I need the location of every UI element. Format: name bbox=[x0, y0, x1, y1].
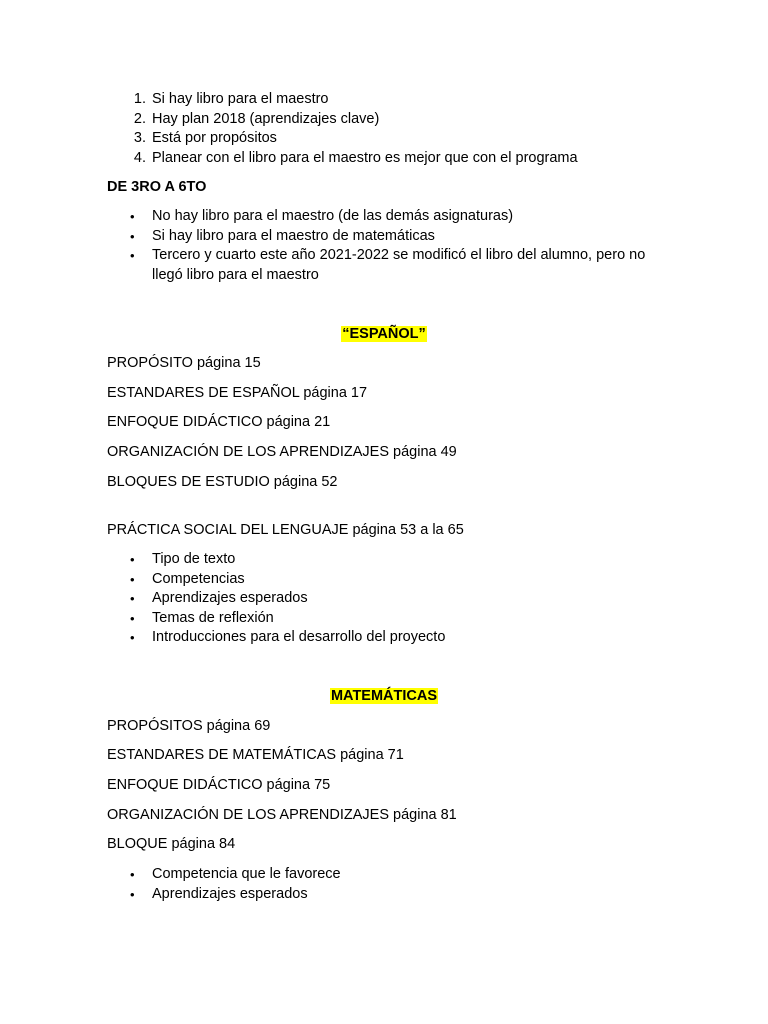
list-item bbox=[107, 149, 667, 169]
list-item-text: Si hay libro para el maestro de matemáticas bbox=[152, 227, 435, 244]
matematicas-line: ESTANDARES DE MATEMÁTICAS página 71 bbox=[107, 747, 404, 763]
list-item bbox=[107, 609, 667, 629]
espanol-line: ESTANDARES DE ESPAÑOL página 17 bbox=[107, 385, 368, 401]
matematicas-line: PROPÓSITOS página 69 bbox=[107, 718, 271, 734]
list-item bbox=[107, 207, 667, 227]
practica-social-line: PRÁCTICA SOCIAL DEL LENGUAJE página 53 a la 65 bbox=[107, 522, 464, 538]
bullet-icon: • bbox=[130, 552, 135, 567]
list-number: 2. bbox=[133, 110, 146, 127]
list-item bbox=[107, 865, 667, 885]
list-item bbox=[107, 129, 667, 149]
list-item-text: Aprendizajes esperados bbox=[152, 590, 308, 606]
matematicas-line: BLOQUE página 84 bbox=[107, 836, 236, 852]
list-item-text: No hay libro para el maestro (de las demás asignaturas) bbox=[152, 208, 514, 224]
bullet-icon: • bbox=[130, 248, 135, 263]
list-item bbox=[107, 246, 667, 285]
bullet-icon: • bbox=[130, 630, 135, 645]
list-item bbox=[107, 885, 667, 905]
list-item-text: Tipo de texto bbox=[152, 551, 236, 567]
list-item bbox=[107, 628, 667, 648]
list-item-text: Tercero y cuarto este año 2021-2022 se modificó el libro del alumno, pero no llegó libro para el maestro bbox=[152, 247, 646, 283]
list-number: 3. bbox=[133, 130, 146, 146]
espanol-line: PROPÓSITO página 15 bbox=[107, 355, 261, 371]
list-item-text: Competencias bbox=[152, 570, 245, 587]
list-number: 1. bbox=[133, 91, 146, 107]
bullet-icon: • bbox=[130, 886, 135, 902]
section-title-espanol bbox=[0, 325, 768, 345]
section-title-matematicas bbox=[0, 687, 768, 707]
list-item-text: Aprendizajes esperados bbox=[152, 885, 308, 902]
bullet-icon: • bbox=[130, 209, 135, 224]
bloque-bullet-list bbox=[107, 865, 667, 904]
list-item-text: Está por propósitos bbox=[152, 130, 277, 146]
list-item bbox=[107, 110, 667, 130]
espanol-line: BLOQUES DE ESTUDIO página 52 bbox=[107, 474, 338, 490]
list-item-text: Competencia que le favorece bbox=[152, 866, 341, 882]
list-item-text: Temas de reflexión bbox=[152, 609, 274, 626]
list-item bbox=[107, 589, 667, 609]
bullet-icon: • bbox=[130, 610, 135, 626]
matematicas-line: ORGANIZACIÓN DE LOS APRENDIZAJES página 81 bbox=[107, 807, 457, 823]
grades-heading: DE 3RO A 6TO bbox=[107, 179, 207, 195]
list-item-text: Introducciones para el desarrollo del proyecto bbox=[152, 629, 446, 645]
highlighted-title: “ESPAÑOL” bbox=[342, 326, 426, 342]
list-item-text: Hay plan 2018 (aprendizajes clave) bbox=[152, 110, 380, 127]
espanol-line: ORGANIZACIÓN DE LOS APRENDIZAJES página 49 bbox=[107, 444, 457, 460]
espanol-line: ENFOQUE DIDÁCTICO página 21 bbox=[107, 414, 331, 430]
list-item bbox=[107, 227, 667, 247]
bullet-icon: • bbox=[130, 591, 135, 606]
grades-bullet-list bbox=[107, 207, 667, 285]
highlighted-title: MATEMÁTICAS bbox=[330, 688, 438, 704]
intro-numbered-list bbox=[107, 90, 667, 168]
list-item bbox=[107, 90, 667, 110]
list-number: 4. bbox=[133, 149, 146, 166]
bullet-icon: • bbox=[130, 867, 135, 882]
matematicas-line: ENFOQUE DIDÁCTICO página 75 bbox=[107, 777, 331, 793]
list-item-text: Si hay libro para el maestro bbox=[152, 91, 329, 107]
bullet-icon: • bbox=[130, 228, 135, 244]
practica-bullet-list bbox=[107, 550, 667, 648]
list-item bbox=[107, 570, 667, 590]
bullet-icon: • bbox=[130, 571, 135, 587]
list-item bbox=[107, 550, 667, 570]
list-item-text: Planear con el libro para el maestro es mejor que con el programa bbox=[152, 149, 578, 166]
